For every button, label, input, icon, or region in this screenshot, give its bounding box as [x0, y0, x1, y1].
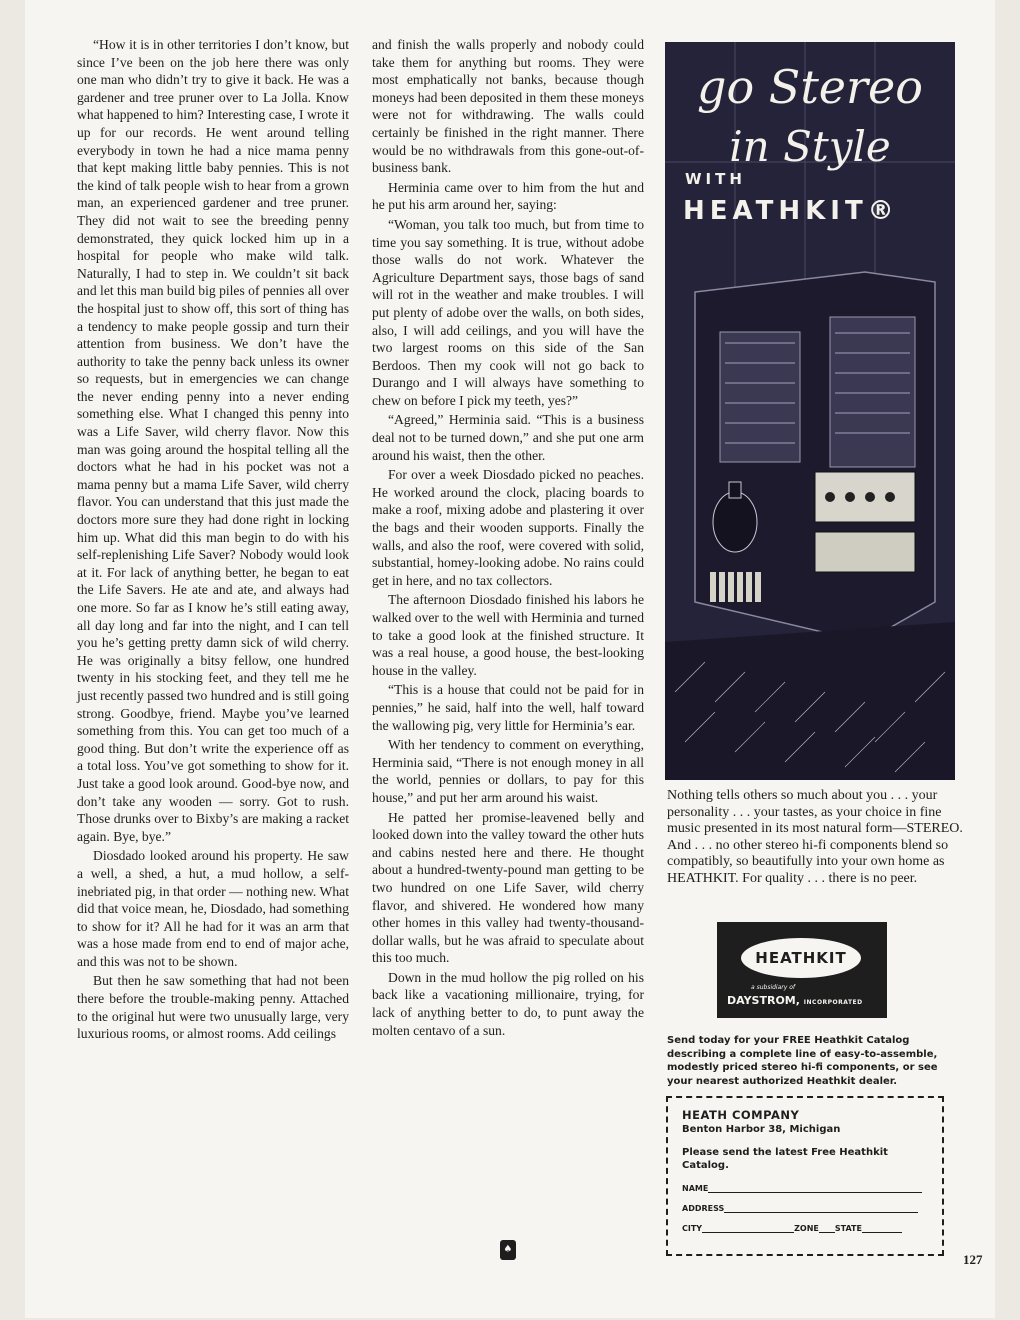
- paragraph: But then he saw something that had not been there before the trouble-making penny. Attached to the original hut were two unusually large, very luxurious rooms, or almost rooms. Add ceilings: [77, 973, 349, 1042]
- ad-headline-line2: in Style: [729, 122, 891, 171]
- paragraph: “Woman, you talk too much, but from time to time you say something. It is true, without adobe those walls do not work. Whatever the Agriculture Department says, those bags of sand will rot in the weather and make troubles. I will put plenty of adobe over the walls, on both sides, also, I will add ceilings, and you will have the two largest rooms on this side of the San Berdoos. Then my cook will not go back to Durango and I will always have something to chew on before I pick my teeth, yes?”: [372, 216, 644, 408]
- city-field[interactable]: [702, 1232, 794, 1233]
- page-number: 127: [963, 1252, 983, 1267]
- state-field[interactable]: [862, 1232, 902, 1233]
- zone-label: ZONE: [794, 1224, 819, 1233]
- daystrom-logo: [727, 994, 883, 1007]
- state-label: STATE: [834, 1224, 862, 1233]
- zone-field[interactable]: [819, 1232, 835, 1233]
- address-field[interactable]: [724, 1212, 918, 1213]
- city-label: CITY: [682, 1224, 703, 1233]
- paragraph: and finish the walls properly and nobody could take them for anything but rooms. They were most emphatically not banks, because though moneys had been deposited in them these moneys were not for withdrawing. The walls could certainly be finished in the right manner. There would be no withdrawals from this gone-out-of-business bank.: [372, 37, 644, 176]
- heathkit-logo: [717, 922, 887, 1018]
- address-label: ADDRESS: [682, 1204, 725, 1213]
- text-column-left: [77, 36, 349, 1045]
- paragraph: Herminia came over to him from the hut and he put his arm around her, saying:: [372, 179, 644, 213]
- paragraph: The afternoon Diosdado finished his labors he walked over to the well with Herminia and turned to take a good look at the finished structure. It was a real house, a good house, the best-looking house in the valley.: [372, 592, 644, 678]
- coupon-company: HEATH COMPANY: [682, 1108, 800, 1122]
- heathkit-logo-text: HEATHKIT: [741, 938, 861, 978]
- paragraph: He patted her promise-leavened belly and looked down into the valley toward the other huts and cabins nested here and there. He thought about a hundred-twenty-pound man getting to be two hundred on one Life Saver, wild cherry flavor, and shivered. He wondered how many other homes in this valley had twenty-thousand-dollar walls, but he was afraid to speculate about this too much.: [372, 809, 644, 966]
- paragraph: With her tendency to comment on everything, Herminia said, “There is not enough money in all the world, pennies or dollars, to pay for this house,” and put her arm around his waist.: [372, 737, 644, 805]
- ad-brand-name: HEATHKIT®: [683, 196, 899, 226]
- magazine-page: [25, 0, 995, 1318]
- paragraph: “Agreed,” Herminia said. “This is a business deal not to be turned down,” and she put one arm around his waist, then the other.: [372, 412, 644, 463]
- paragraph: “This is a house that could not be paid for in pennies,” he said, half into the well, half toward the wallowing pig, very little for Herminia’s ear.: [372, 682, 644, 733]
- daystrom-name: DAYSTROM,: [727, 994, 800, 1007]
- daystrom-inc: INCORPORATED: [803, 999, 863, 1006]
- ad-headline-line1: go Stereo: [697, 60, 923, 114]
- order-coupon: [666, 1096, 944, 1256]
- ad-with-text: WITH: [685, 170, 746, 188]
- paragraph: “How it is in other territories I don’t know, but since I’ve been on the job here there was only one man who didn’t try to give it back. He was a gardener and tree pruner over to La Jolla. Know what happened to him? Interesting case, I wrote it up for our records. He went around telling everybody in town he had a nice mama penny that kept making little baby pennies. This is not the kind of talk people wish to hear from a grown man, an experienced gardener and tree pruner. They did not wait to see the breeding penny demonstrated, they quick locked him up in a hospital for people who make wild talk. Naturally, I had to step in. We couldn’t sit back and let this man build big piles of pennies all over the hospital just to show off, this sort of thing has a tendency to make people gossip and turn their attention from business. We don’t have the authority to take the penny back unless its owner so requests, but in emergencies we can change the never ending penny into a never ending something else. What I changed this penny into was a Life Saver, wild cherry flavor. Now this man was going around the hospital telling all the doctors what he had in his pocket was not a mama penny but a mama Life Saver, wild cherry flavor. You can understand that this just made the doctors more sure they had done right in locking him up. What did this man begin to do with his self-replenishing Life Saver? Nobody would look at it. For lack of anything better, he began to eat the Life Savers. He ate and ate, and always had one more. So far as I know he’s still eating away, all day long and far into the night, and I can tell you he’s getting pretty damn sick of wild cherry. He was originally a bitsy fellow, one hundred twenty in his stocking feet, and they tell me he just recently passed two hundred and is still going strong. Goodbye, friend. Maybe you’ve learned something from this. You can get too much of a good thing. But don’t write the experience off as a total loss. You’ve got something to show for it. Just take a good look around. Good-bye now, and don’t take any wooden — sorry. Got to rush. Those drunks over to Bixby’s are making a racket again. Bye, bye.”: [77, 37, 349, 844]
- text-column-middle: [372, 36, 644, 1041]
- name-field[interactable]: [708, 1192, 922, 1193]
- coupon-address-line: [682, 1204, 918, 1213]
- paragraph: Down in the mud hollow the pig rolled on his back like a vacationing millionaire, trying, for lack of anything better to do, to punt away the molten centavo of a sun.: [372, 969, 644, 1038]
- ad-illustration: [665, 42, 955, 780]
- paragraph: Diosdado looked around his property. He saw a well, a shed, a hut, a mud hollow, a self-inebriated pig, in that order — nothing new. What did that voice mean, he, Diosdado, had something to show for it? All he had for it was an arm that was a hose made from end to end of major ache, and this was not to be shown.: [77, 848, 349, 969]
- paragraph: For over a week Diosdado picked no peaches. He worked around the clock, placing boards to make a roof, mixing adobe and plastering it over the bags and their wooden supports. Finally the walls, and also the roof, were covered with solid, substantial, homey-looking adobe. No rains could get in here, and no tax collectors.: [372, 467, 644, 588]
- coupon-name-line: [682, 1184, 922, 1193]
- name-label: NAME: [682, 1184, 709, 1193]
- subsidiary-text: a subsidiary of: [751, 984, 795, 991]
- coupon-city-line: [682, 1224, 902, 1233]
- ad-send-text: Send today for your FREE Heathkit Catalog describing a complete line of easy-to-assemble, modestly priced stereo hi-fi components, or see your nearest authorized Heathkit dealer.: [667, 1035, 938, 1087]
- ad-body-copy: Nothing tells others so much about you . . . your personality . . . your tastes, as your choice in fine music presented in its most natural form—STEREO. And . . . no other stereo hi-fi components blend so compatibly, so beautifully into your own home as HEATHKIT. For quality . . . there is no peer.: [667, 788, 963, 886]
- bunny-end-mark-icon: ♠: [500, 1240, 516, 1260]
- coupon-address: Benton Harbor 38, Michigan: [682, 1124, 841, 1135]
- coupon-request: Please send the latest Free Heathkit Catalog.: [682, 1147, 888, 1171]
